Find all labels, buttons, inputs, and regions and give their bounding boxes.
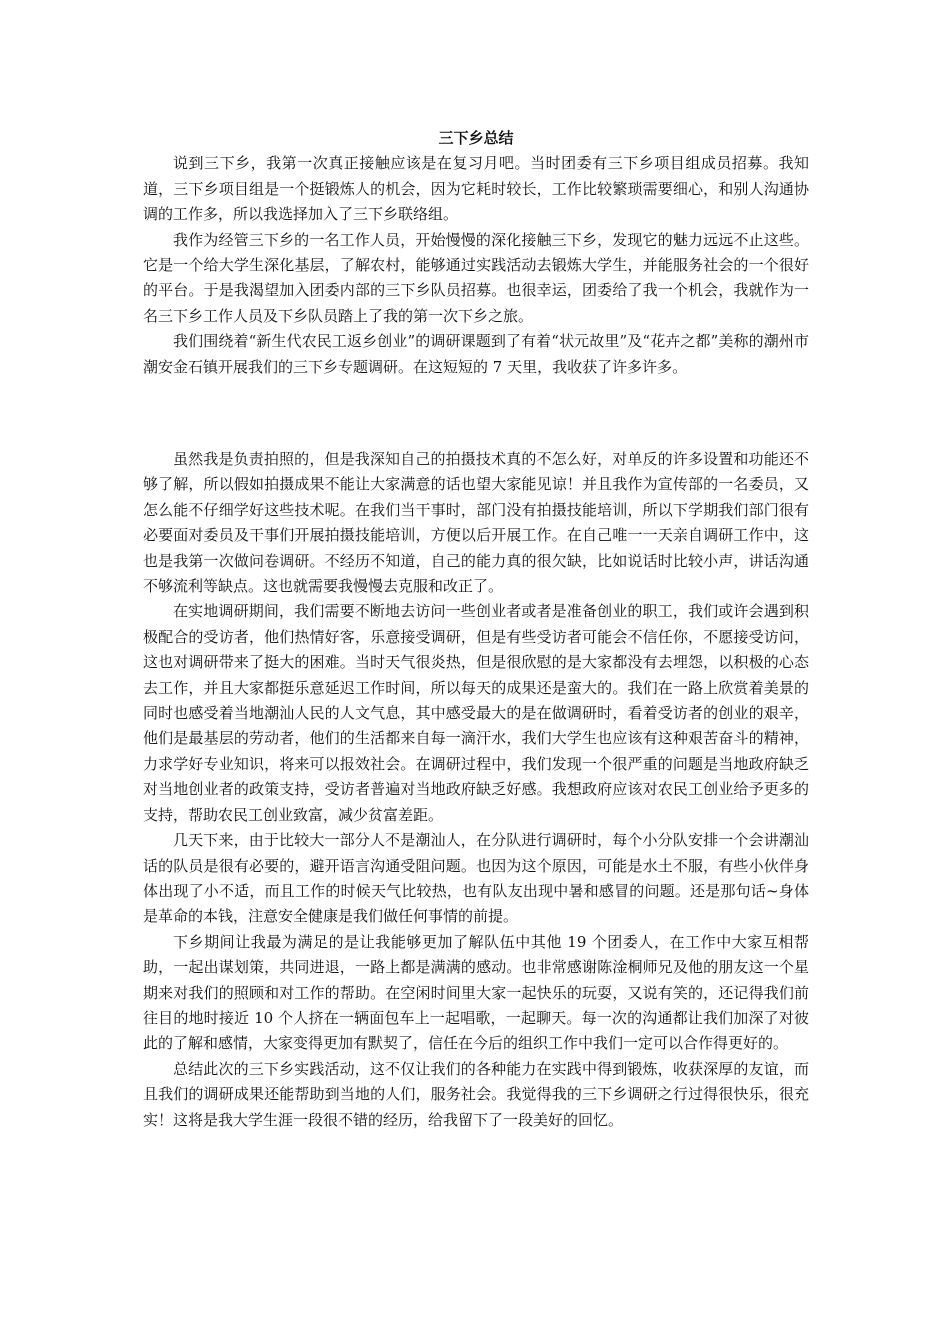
document-second-section <box>143 447 809 1133</box>
paragraph-4: 虽然我是负责拍照的，但是我深知自己的拍摄技术真的不怎么好，对单反的许多设置和功能还不够了解，所以假如拍摄成果不能让大家满意的话也望大家能见谅！并且我作为宣传部的一名委员，又怎么能不仔细学好这些技术呢。在我们当干事时，部门没有拍摄技能培训，所以下学期我们部门很有必要面对委员及干事们开展拍摄技能培训，方便以后开展工作。在自己唯一一天亲自调研工作中，这也是我第一次做问卷调研。不经历不知道，自己的能力真的很欠缺，比如说话时比较小声，讲话沟通不够流利等缺点。这也就需要我慢慢去克服和改正了。 <box>143 450 809 596</box>
paragraph-7: 下乡期间让我最为满足的是让我能够更加了解队伍中其他 19 个团委人，在工作中大家互相帮助，一起出谋划策，共同进退，一路上都是满满的感动。也非常感谢陈淦桐师兄及他的朋友这一个星期来对我们的照顾和对工作的帮助。在空闲时间里大家一起快乐的玩耍，又说有笑的，还记得我们前往目的地时接近 10 个人挤在一辆面包车上一起唱歌，一起聊天。每一次的沟通都让我们加深了对彼此的了解和感情，大家变得更加有默契了，信任在今后的组织工作中我们一定可以合作得更好的。 <box>143 932 809 1053</box>
paragraph-5: 在实地调研期间，我们需要不断地去访问一些创业者或者是准备创业的职工，我们或许会遇到积极配合的受访者，他们热情好客，乐意接受调研，但是有些受访者可能会不信任你，不愿接受访问，这也对调研带来了挺大的困难。当时天气很炎热，但是很欣慰的是大家都没有去埋怨，以积极的心态去工作，并且大家都挺乐意延迟工作时间，所以每天的成果还是蛮大的。我们在一路上欣赏着美景的同时也感受着当地潮汕人民的人文气息，其中感受最大的是在做调研时，看着受访者的创业的艰辛，他们是最基层的劳动者，他们的生活都来自每一滴汗水，我们大学生也应该有这种艰苦奋斗的精神，力求学好专业知识，将来可以报效社会。在调研过程中，我们发现一个很严重的问题是当地政府缺乏对当地创业者的政策支持，受访者普遍对当地政府缺乏好感。我想政府应该对农民工创业给予更多的支持，帮助农民工创业致富，减少贫富差距。 <box>143 602 809 824</box>
paragraph-6: 几天下来，由于比较大一部分人不是潮汕人，在分队进行调研时，每个小分队安排一个会讲潮汕话的队员是很有必要的，避开语言沟通受阻问题。也因为这个原因，可能是水土不服，有些小伙伴身体出现了小不适，而且工作的时候天气比较热，也有队友出现中暑和感冒的问题。还是那句话~身体是革命的本钱，注意安全健康是我们做任何事情的前提。 <box>143 831 809 926</box>
document-title: 三下乡总结 <box>438 129 514 147</box>
document-first-section <box>143 126 809 380</box>
paragraph-8: 总结此次的三下乡实践活动，这不仅让我们的各种能力在实践中得到锻炼，收获深厚的友谊，而且我们的调研成果还能帮助到当地的人们，服务社会。我觉得我的三下乡调研之行过得很快乐，很充实！这将是我大学生涯一段很不错的经历，给我留下了一段美好的回忆。 <box>143 1059 809 1129</box>
paragraph-2: 我作为经管三下乡的一名工作人员，开始慢慢的深化接触三下乡，发现它的魅力远远不止这些。它是一个给大学生深化基层，了解农村，能够通过实践活动去锻炼大学生，并能服务社会的一个很好的平台。于是我渴望加入团委内部的三下乡队员招募。也很幸运，团委给了我一个机会，我就作为一名三下乡工作人员及下乡队员踏上了我的第一次下乡之旅。 <box>143 230 809 325</box>
paragraph-3: 我们围绕着“新生代农民工返乡创业”的调研课题到了有着“状元故里”及“花卉之都”美称的潮州市潮安金石镇开展我们的三下乡专题调研。在这短短的 7 天里，我收获了许多许多。 <box>143 332 809 376</box>
paragraph-1: 说到三下乡，我第一次真正接触应该是在复习月吧。当时团委有三下乡项目组成员招募。我知道，三下乡项目组是一个挺锻炼人的机会，因为它耗时较长，工作比较繁琐需要细心，和别人沟通协调的工作多，所以我选择加入了三下乡联络组。 <box>143 154 809 224</box>
